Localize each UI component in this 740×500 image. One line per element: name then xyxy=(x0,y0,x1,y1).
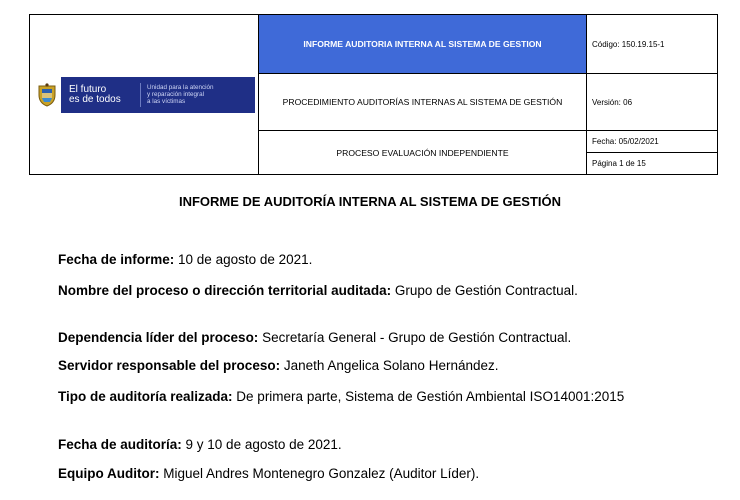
slogan-line-2: es de todos xyxy=(69,93,121,105)
unit-line-2: y reparación integral xyxy=(147,91,205,98)
report-title-cell: INFORME AUDITORIA INTERNA AL SISTEMA DE GESTION xyxy=(259,15,587,74)
coat-of-arms-icon xyxy=(33,77,61,113)
field-equipo-auditor xyxy=(58,466,680,482)
field-tipo-auditoria xyxy=(58,389,680,404)
logo-unit-name xyxy=(147,84,214,105)
field-nombre-proceso xyxy=(58,283,680,299)
field-label: Tipo de auditoría realizada: xyxy=(58,389,233,404)
field-label: Fecha de informe: xyxy=(58,252,175,267)
procedure-title-cell: PROCEDIMIENTO AUDITORÍAS INTERNAS AL SISTEMA DE GESTIÓN xyxy=(259,74,587,131)
field-label: Fecha de auditoría: xyxy=(58,437,182,452)
field-value: Grupo de Gestión Contractual. xyxy=(391,283,578,298)
date-text: Fecha: 05/02/2021 xyxy=(587,131,717,153)
field-value: Secretaría General - Grupo de Gestión Contractual. xyxy=(258,330,572,345)
field-value: Miguel Andres Montenegro Gonzalez (Auditor Líder). xyxy=(159,466,480,481)
unit-line-1: Unidad para la atención xyxy=(147,84,214,91)
version-cell: Versión: 06 xyxy=(587,74,718,131)
code-cell: Código: 150.19.15-1 xyxy=(587,15,718,74)
field-label: Equipo Auditor: xyxy=(58,466,160,481)
field-value: 9 y 10 de agosto de 2021. xyxy=(181,437,342,452)
logo-cell xyxy=(30,15,259,175)
logo-divider xyxy=(140,83,141,107)
field-value: Janeth Angelica Solano Hernández. xyxy=(280,358,499,373)
field-servidor xyxy=(58,358,680,374)
field-value: 10 de agosto de 2021. xyxy=(174,252,313,267)
field-dependencia xyxy=(58,330,680,346)
field-label: Dependencia líder del proceso: xyxy=(58,330,259,345)
document-title: INFORME DE AUDITORÍA INTERNA AL SISTEMA DE GESTIÓN xyxy=(178,194,562,209)
date-page-cell xyxy=(587,131,718,175)
logo-slogan xyxy=(69,85,134,105)
document-header-table xyxy=(29,14,718,175)
slogan-line-1: El futuro xyxy=(69,83,107,95)
field-label: Nombre del proceso o dirección territorial auditada: xyxy=(58,283,392,298)
page-number-text: Página 1 de 15 xyxy=(592,159,646,168)
government-logo xyxy=(33,77,255,113)
field-fecha-informe xyxy=(58,252,680,268)
unit-line-3: a las víctimas xyxy=(147,98,186,105)
process-title-cell: PROCESO EVALUACIÓN INDEPENDIENTE xyxy=(259,131,587,175)
field-value: De primera parte, Sistema de Gestión Ambiental ISO14001:2015 xyxy=(232,389,625,404)
field-label: Servidor responsable del proceso: xyxy=(58,358,281,373)
field-fecha-auditoria xyxy=(58,437,680,453)
